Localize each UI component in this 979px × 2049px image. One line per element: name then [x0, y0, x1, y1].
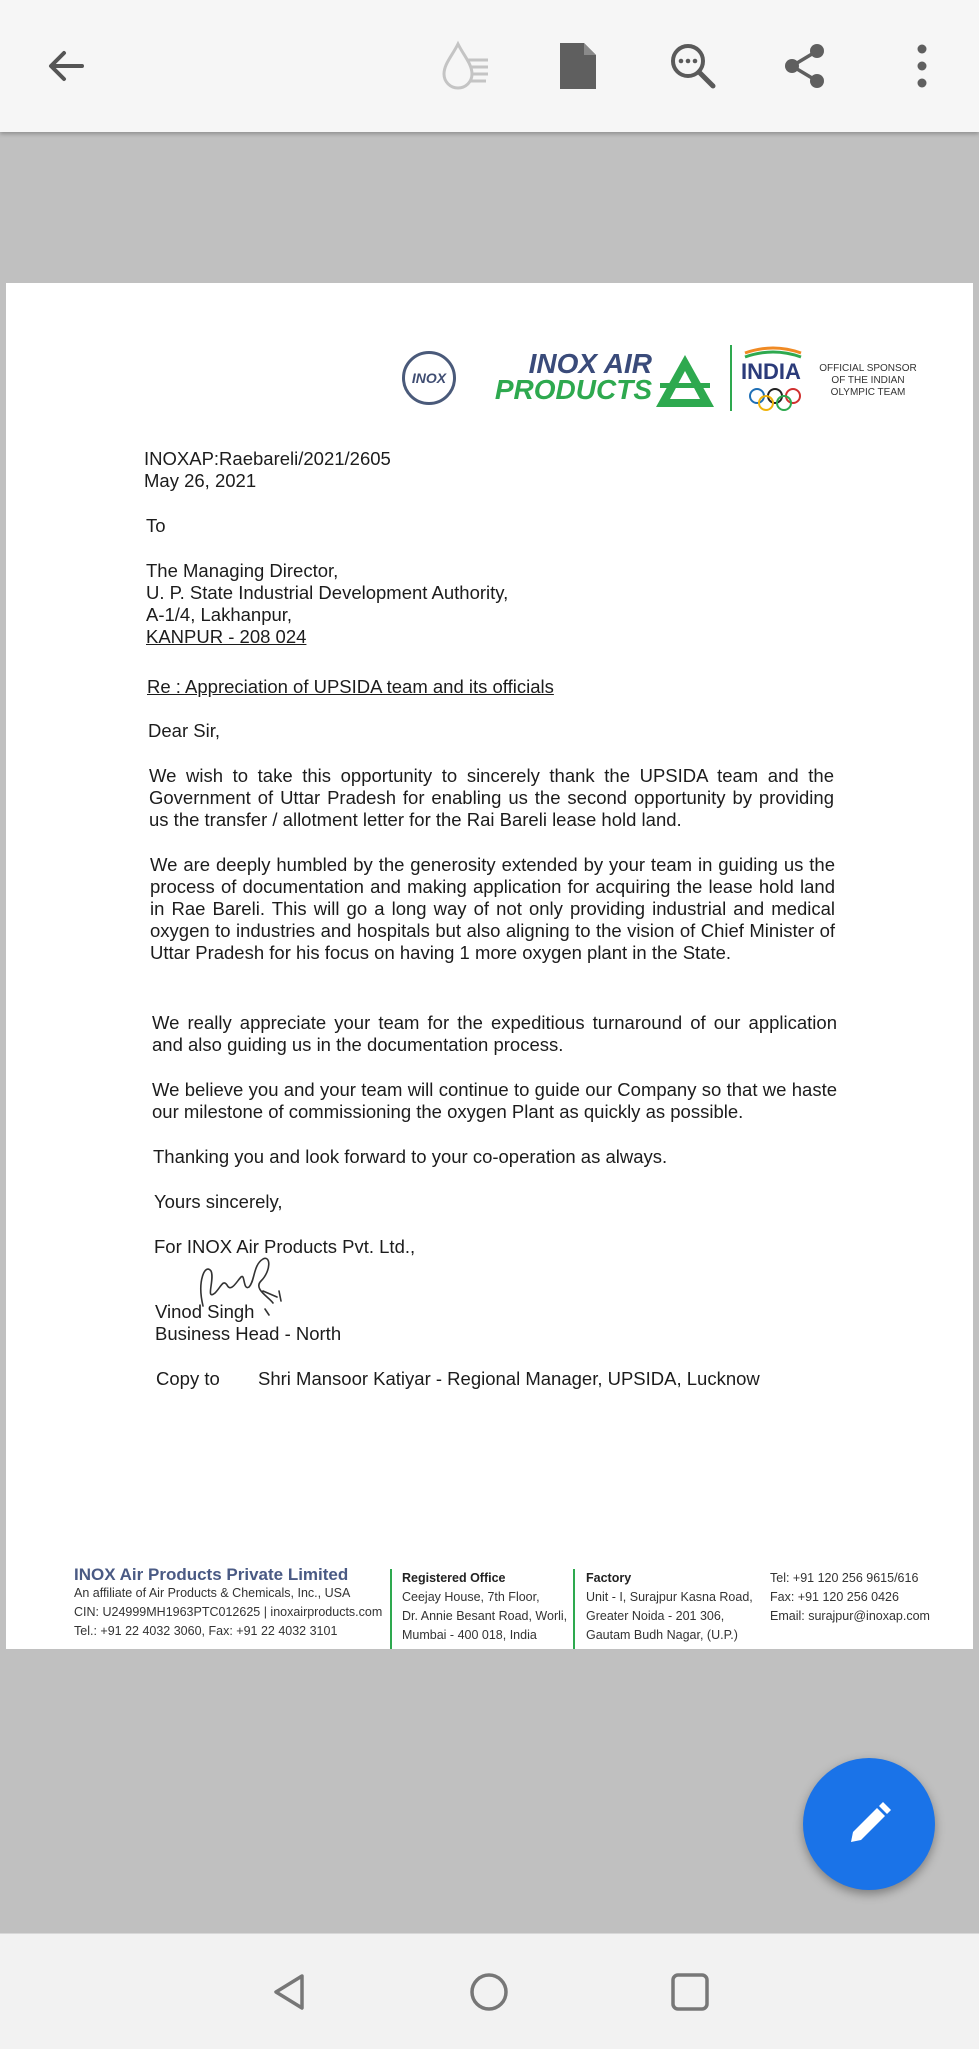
footer-divider [573, 1569, 575, 1649]
body-paragraph: We really appreciate your team for the expeditious turnaround of our application and also guiding us in the documentation process. [152, 1012, 837, 1055]
watermark-icon [434, 36, 494, 96]
addressee-line: A-1/4, Lakhanpur, [146, 604, 293, 625]
addressee-line: KANPUR - 208 024 [146, 626, 307, 647]
signatory-title: Business Head - North [155, 1323, 342, 1344]
body-paragraph: We believe you and your team will continue to guide our Company so that we haste our milestone of commissioning the oxygen Plant as quickly as possible. [152, 1079, 837, 1122]
salutation: Dear Sir, [148, 720, 220, 741]
more-options-button[interactable] [882, 26, 962, 106]
share-icon [780, 41, 830, 91]
nav-recents-icon [668, 1970, 712, 2014]
footer-contact: Tel: +91 120 256 9615/616 Fax: +91 120 256 0426 Email: surajpur@inoxap.com [770, 1571, 930, 1623]
copy-to-label: Copy to [156, 1368, 220, 1389]
back-button[interactable] [26, 26, 106, 106]
footer-company-block: INOX Air Products Private Limited An affiliate of Air Products & Chemicals, Inc., USA CIN: U24999MH1963PTC012625 | inoxairproducts.com Tel.: +91 22 4032 3060, Fax: +91 22 4032 3101 [74, 1565, 383, 1638]
letterhead-logo [396, 343, 916, 423]
document-icon [556, 41, 600, 91]
sponsor-text: OFFICIAL SPONSOR OF THE INDIAN OLYMPIC TEAM [819, 363, 917, 398]
addressee-line: The Managing Director, [146, 560, 339, 581]
search-button[interactable] [653, 26, 733, 106]
pencil-icon [841, 1796, 897, 1852]
letter-date: May 26, 2021 [144, 470, 257, 491]
addressee-line: U. P. State Industrial Development Authority, [146, 582, 509, 603]
nav-home-icon [467, 1970, 511, 2014]
footer-registered-office: Registered Office Ceejay House, 7th Floor, Dr. Annie Besant Road, Worli, Mumbai - 400 018, India [402, 1571, 568, 1642]
nav-back-icon [268, 1970, 312, 2014]
footer-divider [390, 1569, 392, 1649]
subject-line: Re : Appreciation of UPSIDA team and its officials [147, 676, 554, 697]
edit-fab-button[interactable] [803, 1758, 935, 1890]
body-paragraph: We wish to take this opportunity to sincerely thank the UPSIDA team and the Government of Uttar Pradesh for enabling us the second opportunity by providing us the transfer / allotment letter for the Rai Bareli lease hold land. [149, 765, 834, 830]
india-olympic-logo: INDIA [741, 345, 811, 415]
share-button[interactable] [765, 26, 845, 106]
flag-swoosh-icon [743, 345, 803, 359]
olympic-rings-icon [747, 387, 803, 413]
watermark-button[interactable] [424, 26, 504, 106]
company-line: For INOX Air Products Pvt. Ltd., [154, 1236, 416, 1257]
to-label: To [146, 515, 166, 536]
nav-home-button[interactable] [459, 1962, 519, 2022]
inox-circle-logo: INOX [402, 351, 456, 405]
document-page[interactable] [6, 283, 973, 1649]
system-nav-bar [0, 1933, 979, 2049]
inox-wordmark: INOX AIR PRODUCTS [494, 348, 652, 405]
top-toolbar [0, 0, 979, 132]
signatory-name: Vinod Singh [155, 1301, 255, 1322]
footer-factory: Factory Unit - I, Surajpur Kasna Road, Greater Noida - 201 306, Gautam Budh Nagar, (U.P.) [586, 1571, 753, 1642]
copy-to-recipient: Shri Mansoor Katiyar - Regional Manager, UPSIDA, Lucknow [258, 1368, 760, 1389]
document-button[interactable] [538, 26, 618, 106]
body-paragraph: Thanking you and look forward to your co-operation as always. [153, 1146, 668, 1167]
letter-footer [6, 1565, 973, 1649]
reference-number: INOXAP:Raebareli/2021/2605 [144, 448, 391, 469]
nav-back-button[interactable] [260, 1962, 320, 2022]
inox-triangle-logo [654, 353, 716, 409]
back-arrow-icon [42, 42, 90, 90]
search-icon [667, 40, 719, 92]
logo-divider [730, 345, 732, 411]
body-paragraph: We are deeply humbled by the generosity extended by your team in guiding us the process of documentation and making application for acquiring the lease hold land in Rae Bareli. This will go a long way of not only providing industrial and medical oxygen to industries and hospitals but also aligning to the vision of Chief Minister of Uttar Pradesh for his focus on having 1 more oxygen plant in the State. [150, 854, 835, 963]
more-vert-icon [912, 41, 932, 91]
closing: Yours sincerely, [154, 1191, 283, 1212]
nav-recents-button[interactable] [660, 1962, 720, 2022]
